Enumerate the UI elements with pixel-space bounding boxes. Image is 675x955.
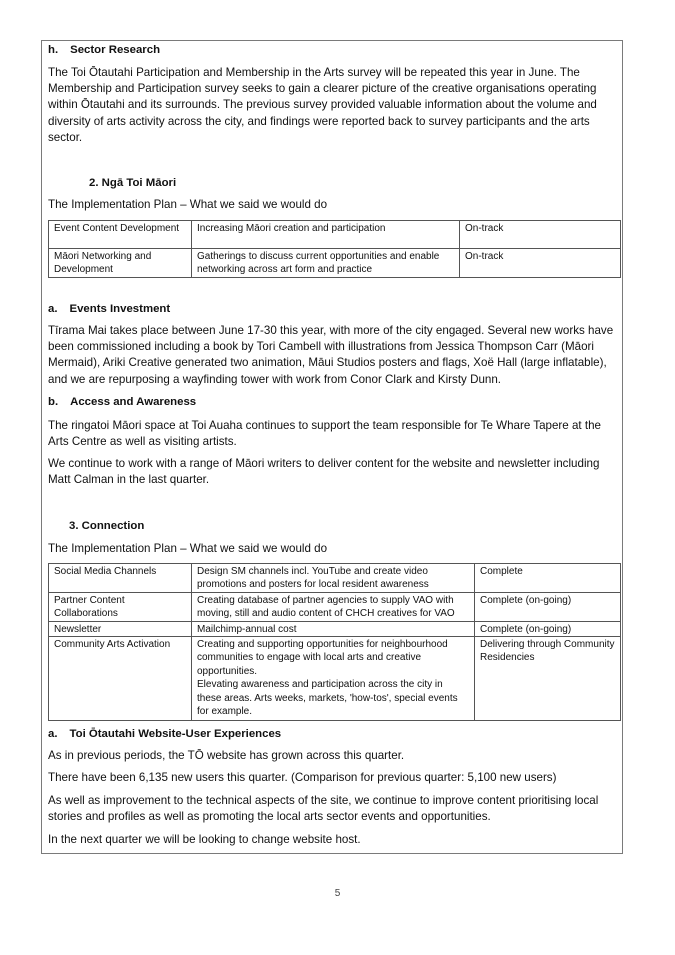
heading-letter: a. [48, 303, 58, 315]
events-investment-paragraph: Tīrama Mai takes place between June 17-30 this year, with more of the city engaged. Several new works have been commissioned including a book by Tori Cambell with illustrations from Jessica Thompson Carr (Māori Mermaid), Ariki Creative generated two animation, Māui Studios posters and flags, Xoë Hall (large inflatable), and we are repurposing a wayfinding tower with work from Conor Clark and Kirsty Dunn. [48, 324, 614, 386]
heading-title: Toi Ōtautahi Website-User Experiences [69, 728, 282, 740]
table-cell-item: Māori Networking and Development [49, 249, 192, 278]
connection-table [48, 563, 621, 721]
table-cell-item: Social Media Channels [49, 564, 192, 593]
sector-research-heading [48, 43, 160, 57]
access-awareness-paragraph-2: We continue to work with a range of Māori writers to deliver content for the website and newsletter including Matt Calman in the last quarter. [48, 457, 600, 487]
connection-heading: 3. Connection [69, 520, 145, 532]
table-cell-description: Increasing Māori creation and participation [192, 221, 460, 249]
table-cell-item: Newsletter [49, 621, 192, 636]
table-row [49, 221, 621, 249]
website-paragraph-4: In the next quarter we will be looking to change website host. [48, 833, 361, 846]
nga-toi-maori-intro: The Implementation Plan – What we said we would do [48, 198, 328, 211]
table-cell-item: Event Content Development [49, 221, 192, 249]
table-cell-status: On-track [460, 221, 621, 249]
content-frame [41, 40, 623, 854]
heading-title: Access and Awareness [70, 396, 197, 408]
table-row [49, 592, 621, 621]
table-cell-description: Creating database of partner agencies to supply VAO with moving, still and audio content of CHCH creatives for VAO [192, 592, 475, 621]
table-cell-status: On-track [460, 249, 621, 278]
website-heading [48, 727, 281, 741]
nga-toi-maori-table [48, 220, 621, 278]
table-cell-description: Design SM channels incl. YouTube and create video promotions and posters for local resident awareness [192, 564, 475, 593]
sector-research-paragraph: The Toi Ōtautahi Participation and Membership in the Arts survey will be repeated this year in June. The Membership and Participation survey seeks to gain a clearer picture of the creative organisations operating within Ōtautahi and its surrounds. The previous survey provided valuable information about the volume and diversity of arts activity across the city, and findings were reported back to survey participants and the arts sector. [48, 66, 597, 144]
heading-letter: a. [48, 728, 58, 740]
table-row [49, 564, 621, 593]
table-cell-status: Complete (on-going) [475, 621, 621, 636]
heading-title: Sector Research [70, 44, 161, 56]
website-paragraph-2: There have been 6,135 new users this quarter. (Comparison for previous quarter: 5,100 new users) [48, 771, 557, 784]
table-cell-status: Delivering through Community Residencies [475, 637, 621, 721]
page-number: 5 [334, 888, 341, 899]
events-investment-heading [48, 302, 170, 316]
nga-toi-maori-heading: 2. Ngā Toi Māori [89, 177, 177, 189]
access-awareness-heading [48, 395, 196, 409]
table-row [49, 637, 621, 721]
table-cell-status: Complete (on-going) [475, 592, 621, 621]
description-part-1: Creating and supporting opportunities for neighbourhood communities to engage with local arts and creative opportunities. [197, 639, 448, 677]
table-cell-description: Gatherings to discuss current opportunities and enable networking across art form and practice [192, 249, 460, 278]
table-cell-status: Complete [475, 564, 621, 593]
table-cell-item: Partner Content Collaborations [49, 592, 192, 621]
table-cell-description [192, 637, 475, 721]
table-row [49, 621, 621, 636]
table-cell-description: Mailchimp-annual cost [192, 621, 475, 636]
heading-letter: h. [48, 44, 59, 56]
connection-intro: The Implementation Plan – What we said we would do [48, 542, 328, 555]
website-paragraph-1: As in previous periods, the TŌ website has grown across this quarter. [48, 749, 405, 762]
description-part-2: Elevating awareness and participation across the city in these areas. Arts weeks, markets, 'how-tos', special events for example. [197, 679, 458, 718]
heading-letter: b. [48, 396, 59, 408]
access-awareness-paragraph-1: The ringatoi Māori space at Toi Auaha continues to support the team responsible for Te Whare Tapere at the Arts Centre as well as visiting artists. [48, 419, 601, 449]
table-cell-item: Community Arts Activation [49, 637, 192, 721]
table-row [49, 249, 621, 278]
website-paragraph-3: As well as improvement to the technical aspects of the site, we continue to improve content prioritising local stories and profiles as well as promoting the local arts sector events and opportunities. [48, 794, 599, 824]
heading-title: Events Investment [69, 303, 171, 315]
